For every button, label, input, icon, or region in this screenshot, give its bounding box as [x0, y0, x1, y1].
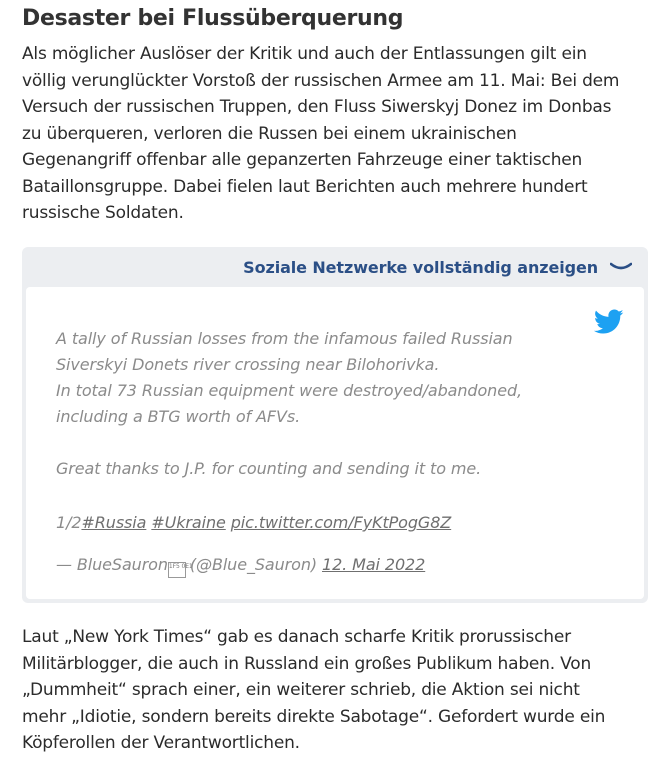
tweet-text-line: A tally of Russian losses from the infamous failed Russian: [56, 329, 513, 348]
show-social-label[interactable]: Soziale Netzwerke vollständig anzeigen: [243, 257, 598, 277]
text-line: Köpferollen der Verantwortlichen.: [22, 733, 300, 753]
chevron-down-icon[interactable]: [610, 262, 632, 272]
text-line: Militärblogger, die auch in Russland ein großes Publikum haben. Von: [22, 653, 592, 674]
tweet-links-line: [56, 513, 451, 532]
tweet-handle: (@Blue_Sauron): [189, 555, 318, 574]
text-line: russische Soldaten.: [22, 203, 184, 223]
text-line: Als möglicher Auslöser der Kritik und auch der Entlassungen gilt ein: [22, 44, 587, 64]
tweet-author: — BlueSauron: [56, 555, 168, 574]
text-line: Bataillonsgruppe. Dabei fielen laut Berichten auch mehrere hundert: [22, 176, 588, 197]
hashtag-russia-link[interactable]: #Russia: [81, 513, 147, 532]
text-line: mehr „Idiotie, sondern bereits direkte Sabotage“. Gefordert wurde ein: [22, 706, 606, 727]
tweet-card: [26, 287, 644, 599]
text-line: Versuch der russischen Truppen, den Fluss Siwerskyj Donez im Donbas: [22, 97, 612, 117]
paragraph-followup: [22, 624, 662, 757]
social-embed: [22, 247, 648, 603]
pic-twitter-link[interactable]: pic.twitter.com/FyKtPogG8Z: [230, 513, 452, 532]
text-line: „Dummheit“ sprach einer, ein weiterer schrieb, die Aktion sei nicht: [22, 680, 580, 700]
section-heading: Desaster bei Flussüberquerung: [22, 6, 404, 31]
text-line: zu überqueren, verloren die Russen bei einem ukrainischen: [22, 123, 517, 144]
show-social-toggle[interactable]: [243, 255, 632, 279]
tweet-attribution: [56, 555, 425, 578]
missing-glyph-icon: 1F5 0E1: [168, 562, 186, 578]
tweet-text-line: In total 73 Russian equipment were destroyed/abandoned,: [56, 381, 522, 400]
hashtag-ukraine-link[interactable]: #Ukraine: [151, 513, 226, 532]
paragraph-intro: [22, 41, 662, 227]
text-line: Gegenangriff offenbar alle gepanzerten Fahrzeuge einer taktischen: [22, 150, 583, 170]
tweet-text-line: Great thanks to J.P. for counting and sending it to me.: [56, 459, 482, 478]
text-line: Laut „New York Times“ gab es danach scharfe Kritik prorussischer: [22, 627, 571, 647]
tweet-text-line: Siverskyi Donets river crossing near Bilohorivka.: [56, 355, 440, 374]
tweet-text-line: including a BTG worth of AFVs.: [56, 407, 301, 426]
tweet-date-link[interactable]: 12. Mai 2022: [322, 555, 426, 574]
twitter-bird-icon[interactable]: [594, 309, 624, 335]
text-line: völlig verunglückter Vorstoß der russischen Armee am 11. Mai: Bei dem: [22, 70, 620, 91]
tweet-counter: 1/2: [56, 513, 82, 532]
